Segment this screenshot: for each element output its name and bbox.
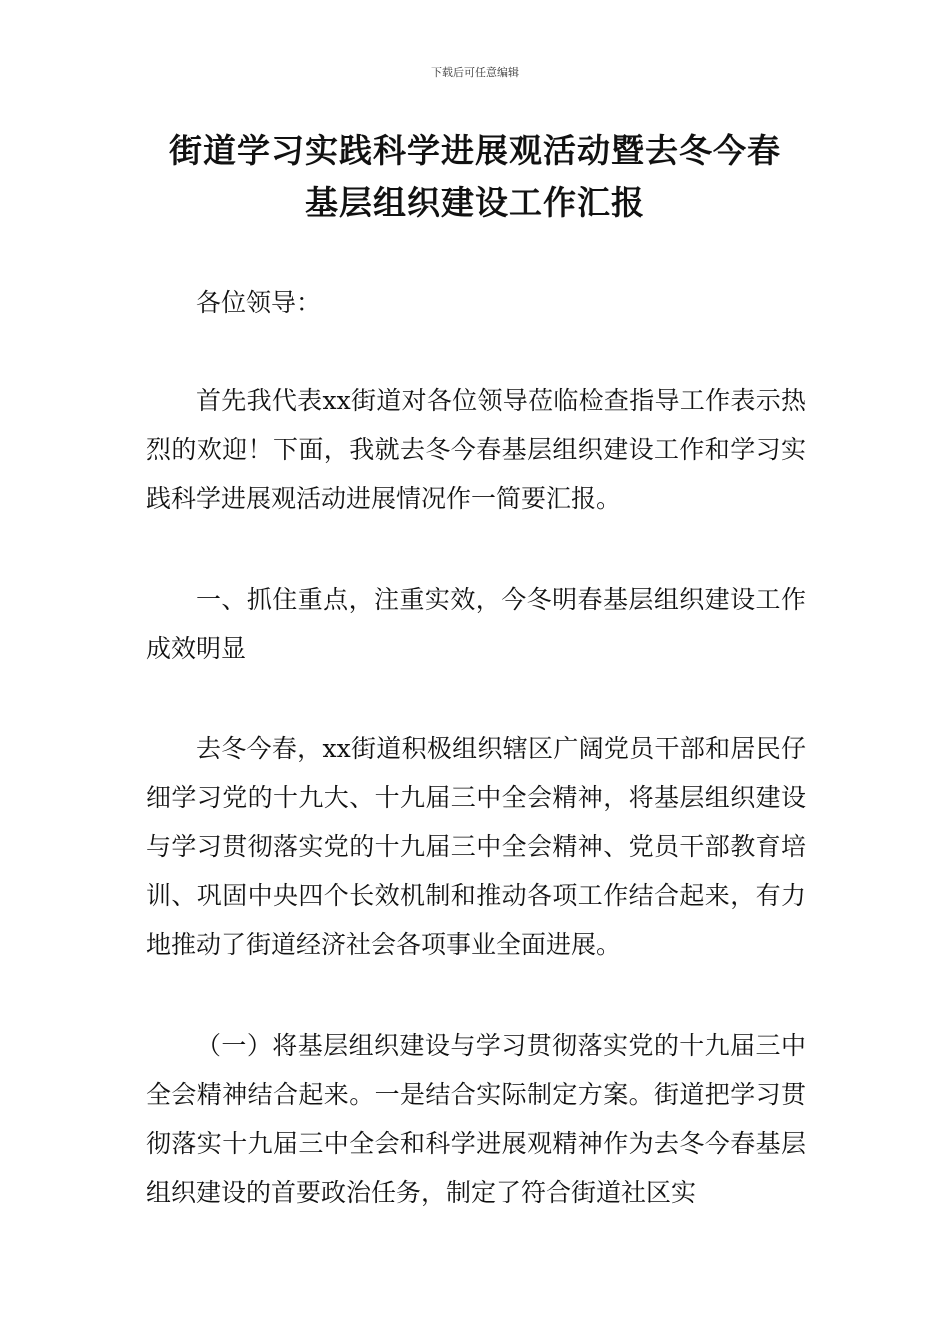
- title-line-1: 街道学习实践科学进展观活动暨去冬今春: [169, 131, 781, 170]
- salutation: 各位领导：: [196, 288, 322, 317]
- header-note: 下载后可任意编辑: [431, 66, 519, 79]
- paragraph-overview: 去冬今春，xx街道积极组织辖区广阔党员干部和居民仔细学习党的十九大、十九届三中全会精神，将基层组织建设与学习贯彻落实党的十九届三中全会精神、党员干部教育培训、巩固中央四个长效机制和推动各项工作结合起来，有力地推动了街道经济社会各项事业全面进展。: [146, 734, 806, 959]
- paragraph-intro: 首先我代表xx街道对各位领导莅临检查指导工作表示热烈的欢迎！下面，我就去冬今春基层组织建设工作和学习实践科学进展观活动进展情况作一简要汇报。: [146, 386, 806, 513]
- section-heading-1: 一、抓住重点，注重实效，今冬明春基层组织建设工作成效明显: [146, 585, 806, 663]
- title-line-2: 基层组织建设工作汇报: [305, 183, 645, 222]
- paragraph-subsection-1: （一）将基层组织建设与学习贯彻落实党的十九届三中全会精神结合起来。一是结合实际制定方案。街道把学习贯彻落实十九届三中全会和科学进展观精神作为去冬今春基层组织建设的首要政治任务，制定了符合街道社区实: [146, 1031, 806, 1207]
- document-title: [120, 125, 830, 229]
